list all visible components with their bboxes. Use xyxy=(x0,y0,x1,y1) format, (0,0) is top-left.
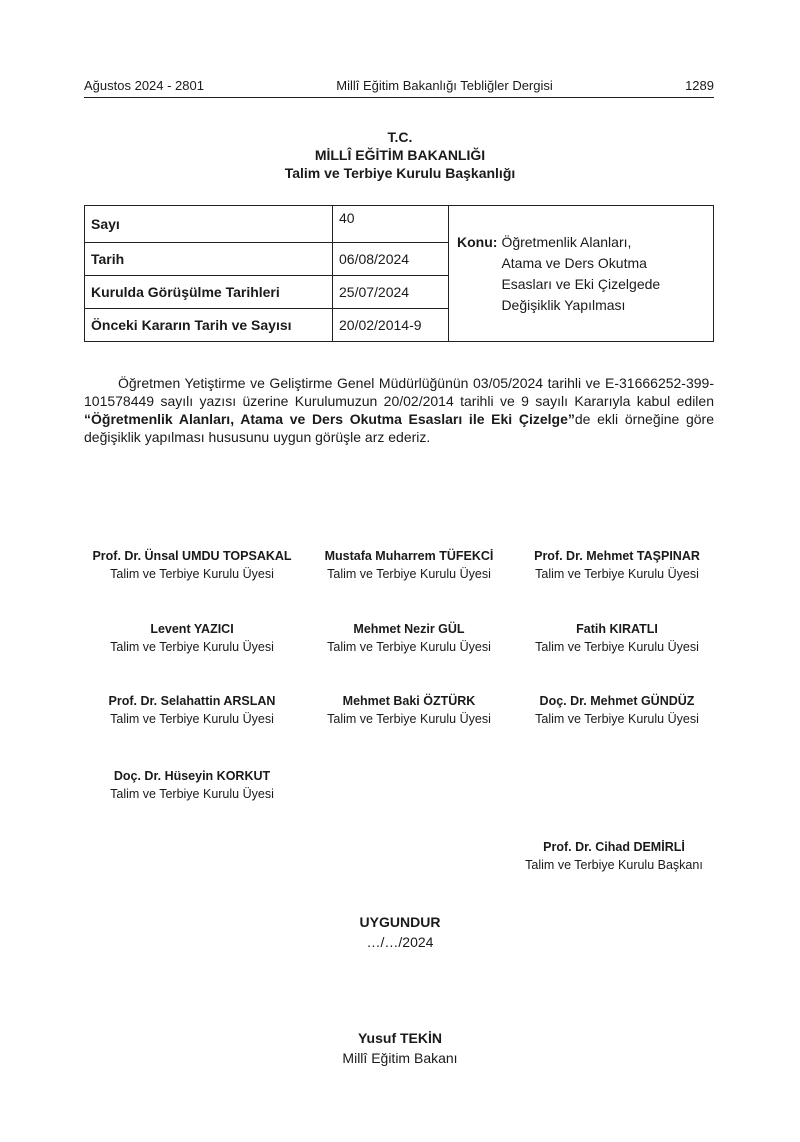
regulation-title: “Öğretmenlik Alanları, Atama ve Ders Okutma Esasları ile Eki Çizelge” xyxy=(84,411,575,427)
signatory-name: Doç. Dr. Mehmet GÜNDÜZ xyxy=(539,694,695,708)
minister-signature-block xyxy=(0,1028,800,1068)
document-title xyxy=(0,128,800,182)
signature-block xyxy=(502,692,732,728)
signatory-title: Talim ve Terbiye Kurulu Üyesi xyxy=(327,567,491,581)
subject-line: Öğretmenlik Alanları, xyxy=(501,233,632,250)
signature-block xyxy=(77,692,307,728)
signature-block xyxy=(294,547,524,583)
signatory-title: Talim ve Terbiye Kurulu Üyesi xyxy=(535,712,699,726)
approval-date: …/…/2024 xyxy=(366,934,434,950)
signature-block xyxy=(502,620,732,656)
signatory-name: Fatih KIRATLI xyxy=(576,622,658,636)
signatory-title: Talim ve Terbiye Kurulu Üyesi xyxy=(535,567,699,581)
signatory-title: Talim ve Terbiye Kurulu Üyesi xyxy=(535,640,699,654)
body-paragraph xyxy=(84,374,714,446)
table-row xyxy=(85,206,714,243)
signatory-title: Talim ve Terbiye Kurulu Üyesi xyxy=(110,712,274,726)
body-text-part: Öğretmen Yetiştirme ve Geliştirme Genel Müdürlüğünün 03/05/2024 tarihli ve E-31666252-399-101578449 sayılı yazısı üzerine Kurulumuzun 20/02/2014 tarihli ve 9 sayılı Kararıyla kabul edilen xyxy=(84,375,714,409)
subject-label: Konu: xyxy=(457,233,498,250)
row-value: 20/02/2014-9 xyxy=(333,309,449,342)
minister-name: Yusuf TEKİN xyxy=(357,1030,442,1046)
president-signature-block xyxy=(499,838,729,874)
row-value: 25/07/2024 xyxy=(333,276,449,309)
body-text-part: de ekli örneğine göre değişiklik yapılması hususunu uygun görüşle arz ederiz. xyxy=(84,411,715,445)
subject-line: Değişiklik Yapılması xyxy=(501,296,626,313)
signature-block xyxy=(77,547,307,583)
journal-title: Millî Eğitim Bakanlığı Tebliğler Dergisi xyxy=(336,78,553,93)
title-line-1: T.C. xyxy=(387,129,413,145)
subject-line: Esasları ve Eki Çizelgede xyxy=(501,275,661,292)
row-value: 40 xyxy=(333,206,449,243)
signatory-title: Talim ve Terbiye Kurulu Üyesi xyxy=(110,640,274,654)
signature-block xyxy=(77,620,307,656)
title-line-2: MİLLÎ EĞİTİM BAKANLIĞI xyxy=(314,147,486,163)
row-label: Önceki Kararın Tarih ve Sayısı xyxy=(85,309,333,342)
approval-label: UYGUNDUR xyxy=(359,914,441,930)
signatory-title: Talim ve Terbiye Kurulu Üyesi xyxy=(110,787,274,801)
signature-block xyxy=(502,547,732,583)
minister-title: Millî Eğitim Bakanı xyxy=(342,1050,458,1066)
page-header xyxy=(84,78,714,98)
row-value: 06/08/2024 xyxy=(333,243,449,276)
signatory-title: Talim ve Terbiye Kurulu Üyesi xyxy=(327,640,491,654)
issue-label: Ağustos 2024 - 2801 xyxy=(84,78,204,93)
decision-info-table xyxy=(84,205,714,342)
president-title: Talim ve Terbiye Kurulu Başkanı xyxy=(525,858,703,872)
signatory-name: Prof. Dr. Mehmet TAŞPINAR xyxy=(534,549,700,563)
approval-block xyxy=(0,912,800,952)
signature-block xyxy=(294,620,524,656)
signatory-name: Mustafa Muharrem TÜFEKCİ xyxy=(324,549,494,563)
title-line-3: Talim ve Terbiye Kurulu Başkanlığı xyxy=(284,165,516,181)
signatory-name: Prof. Dr. Ünsal UMDU TOPSAKAL xyxy=(92,549,292,563)
signatory-name: Mehmet Baki ÖZTÜRK xyxy=(342,694,476,708)
row-label: Sayı xyxy=(85,206,333,243)
signatory-title: Talim ve Terbiye Kurulu Üyesi xyxy=(110,567,274,581)
signature-block xyxy=(77,767,307,803)
signatory-title: Talim ve Terbiye Kurulu Üyesi xyxy=(327,712,491,726)
subject-cell xyxy=(449,206,714,342)
subject-line: Atama ve Ders Okutma xyxy=(501,254,647,271)
signatory-name: Prof. Dr. Selahattin ARSLAN xyxy=(108,694,276,708)
signatory-name: Levent YAZICI xyxy=(150,622,234,636)
row-label: Tarih xyxy=(85,243,333,276)
signatory-name: Doç. Dr. Hüseyin KORKUT xyxy=(113,769,271,783)
page-number: 1289 xyxy=(685,78,714,93)
row-label: Kurulda Görüşülme Tarihleri xyxy=(85,276,333,309)
subject-text xyxy=(501,232,660,316)
signature-block xyxy=(294,692,524,728)
president-name: Prof. Dr. Cihad DEMİRLİ xyxy=(543,840,685,854)
signatory-name: Mehmet Nezir GÜL xyxy=(353,622,465,636)
